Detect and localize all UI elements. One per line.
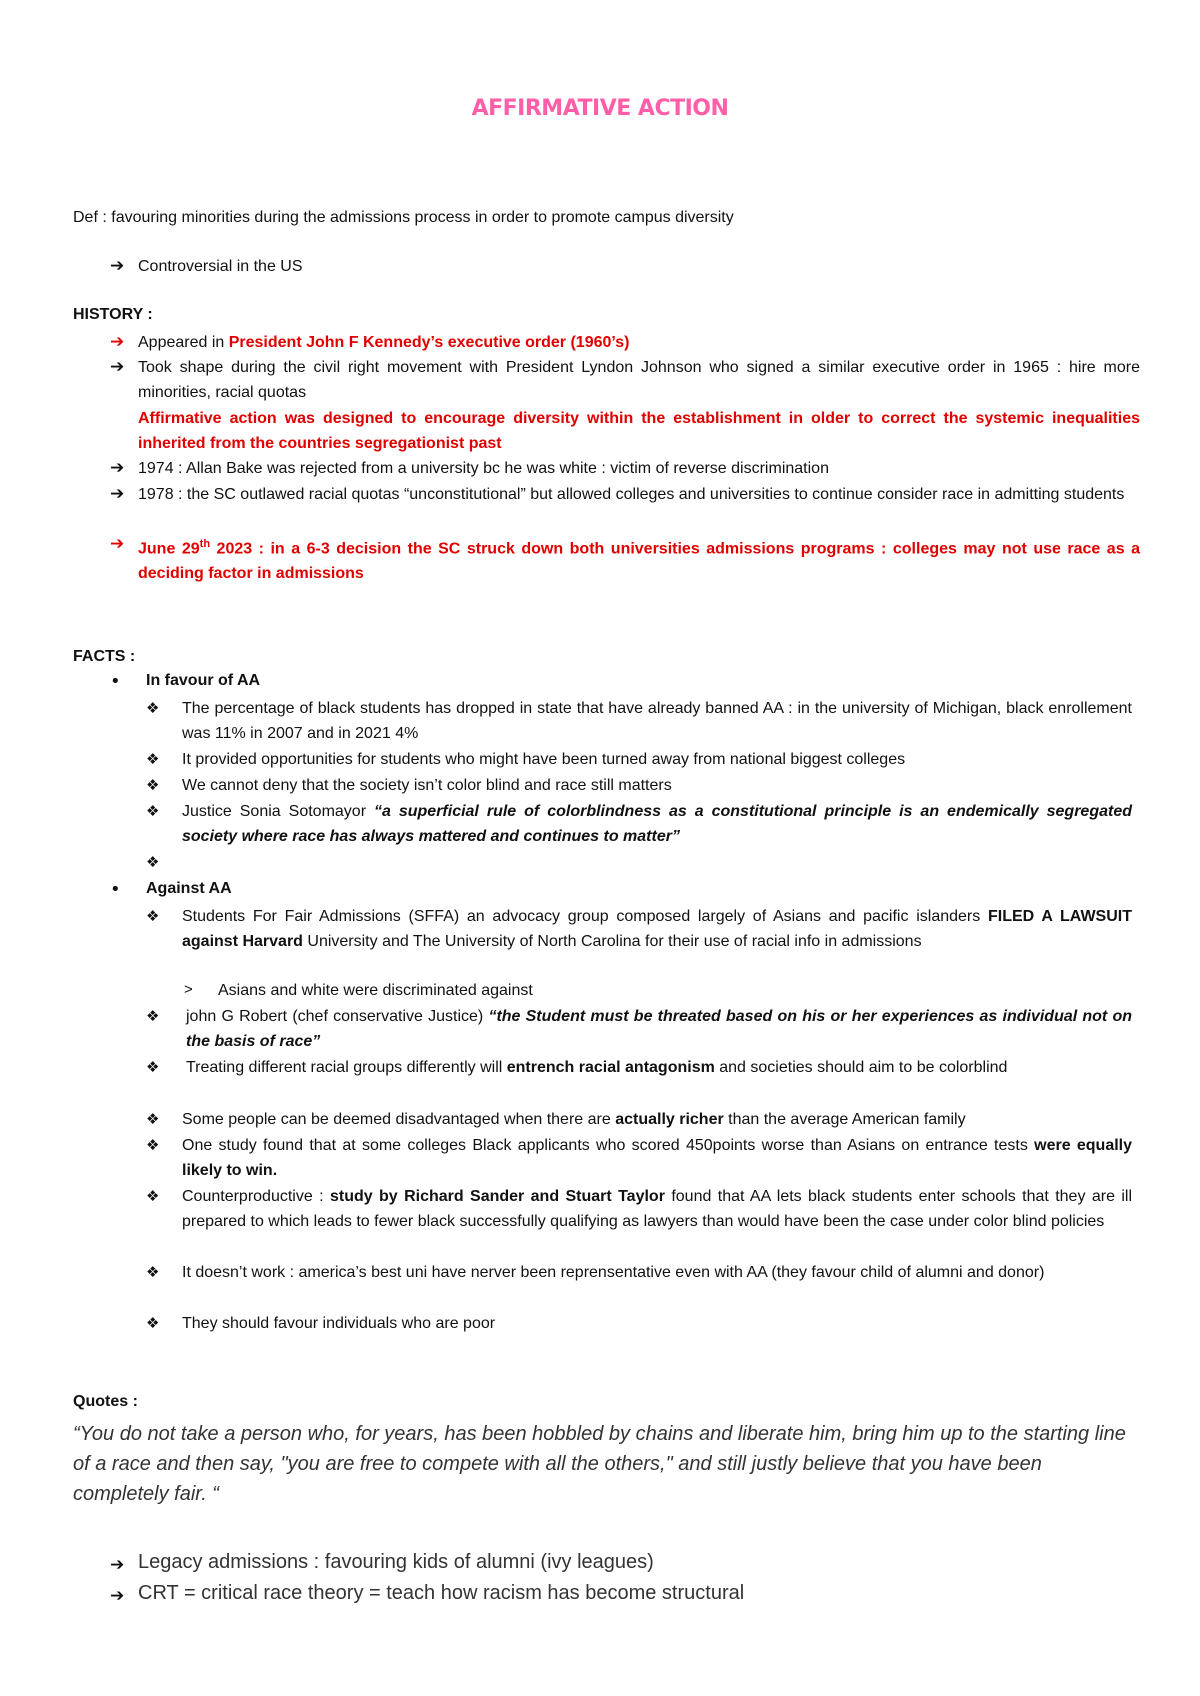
sotomayor-item bbox=[182, 799, 1132, 849]
favour-heading: In favour of AA bbox=[146, 672, 261, 689]
sffa-part-2: University and The University of North Carolina for their use of racial info in admissions bbox=[302, 933, 922, 950]
bullet-dot-icon: • bbox=[110, 671, 121, 692]
four-diamond-icon: ❖ bbox=[146, 1314, 160, 1332]
crt-text: CRT = critical race theory = teach how racism has become structural bbox=[138, 1582, 745, 1604]
right-arrow-icon: ➔ bbox=[110, 332, 125, 352]
counter-part-1: Counterproductive : bbox=[182, 1188, 330, 1205]
deemed-item bbox=[182, 1107, 1132, 1132]
study-bold: were equally likely to win. bbox=[182, 1137, 1133, 1179]
counter-bold: study by Richard Sander and Stuart Taylor bbox=[329, 1188, 665, 1205]
favour-item-3: We cannot deny that the society isn’t color blind and race still matters bbox=[182, 777, 672, 794]
bullet-dot-icon: • bbox=[110, 879, 121, 900]
main-quote: “You do not take a person who, for years, has been hobbled by chains and liberate him, bring him up to the starting line of a race and then say, "you are free to compete with all the others," and still justly believe that you have been completely fair. “ bbox=[73, 1423, 1126, 1505]
right-arrow-icon: ➔ bbox=[110, 484, 125, 504]
four-diamond-icon: ❖ bbox=[146, 802, 160, 820]
sotomayor-quote: “a superficial rule of colorblindness as a constitutional principle is an endemically segregated society where race has always mattered and continues to matter” bbox=[182, 803, 1132, 845]
four-diamond-icon: ❖ bbox=[146, 853, 160, 871]
against-heading: Against AA bbox=[146, 880, 232, 897]
treating-bold: entrench racial antagonism bbox=[506, 1059, 715, 1076]
study-item bbox=[182, 1133, 1132, 1183]
controversial-text: Controversial in the US bbox=[138, 258, 303, 275]
sotomayor-prefix: Justice Sonia Sotomayor bbox=[182, 803, 374, 820]
counter-item bbox=[182, 1184, 1132, 1234]
history-item-5-rest: 2023 : in a 6-3 decision the SC struck down both universities admissions programs : colleges may not use race as a deciding factor in admissions bbox=[138, 540, 1141, 583]
history-item-3-text: 1974 : Allan Bake was rejected from a university bc he was white : victim of reverse discrimination bbox=[138, 460, 829, 477]
treating-part-1: Treating different racial groups differently will bbox=[186, 1059, 507, 1076]
right-arrow-icon: ➔ bbox=[110, 534, 125, 554]
four-diamond-icon: ❖ bbox=[146, 1110, 160, 1128]
history-item-2-red: Affirmative action was designed to encourage diversity within the establishment in older to correct the systemic inequalities inherited from the countries segregationist past bbox=[138, 410, 1140, 452]
sffa-sub-item: Asians and white were discriminated against bbox=[218, 982, 533, 999]
four-diamond-icon: ❖ bbox=[146, 1187, 160, 1205]
roberts-quote: “the Student must be threated based on his or her experiences as individual not on the basis of race” bbox=[186, 1008, 1132, 1050]
kennedy-order-highlight: President John F Kennedy’s executive order (1960’s) bbox=[228, 334, 630, 351]
right-arrow-icon: ➔ bbox=[110, 458, 125, 478]
sffa-sub-marker: > bbox=[184, 981, 193, 998]
four-diamond-icon: ❖ bbox=[146, 1263, 160, 1281]
sffa-bold: FILED A LAWSUIT against Harvard bbox=[182, 908, 1132, 950]
roberts-prefix: john G Robert (chef conservative Justice) bbox=[186, 1008, 489, 1025]
deemed-bold: actually richer bbox=[615, 1111, 724, 1128]
four-diamond-icon: ❖ bbox=[146, 776, 160, 794]
four-diamond-icon: ❖ bbox=[146, 1007, 160, 1025]
quotes-heading: Quotes : bbox=[73, 1393, 138, 1410]
history-item-4-text: 1978 : the SC outlawed racial quotas “unconstitutional” but allowed colleges and universities to continue consider race in admitting students bbox=[138, 486, 1125, 503]
four-diamond-icon: ❖ bbox=[146, 1136, 160, 1154]
favour-item-2: It provided opportunities for students who might have been turned away from national biggest colleges bbox=[182, 751, 906, 768]
favour-item-1: The percentage of black students has dropped in state that have already banned AA : in the university of Michigan, black enrollement was 11% in 2007 and in 2021 4% bbox=[182, 700, 1132, 742]
history-item-2-text: Took shape during the civil right movement with President Lyndon Johnson who signed a similar executive order in 1965 : hire more minorities, racial quotas bbox=[138, 359, 1140, 401]
page-title: AFFIRMATIVE ACTION bbox=[471, 96, 729, 121]
deemed-part-2: than the average American family bbox=[723, 1111, 966, 1128]
definition-line bbox=[73, 206, 734, 230]
right-arrow-icon: ➔ bbox=[110, 1555, 125, 1575]
roberts-item bbox=[186, 1004, 1132, 1054]
sffa-part-1: Students For Fair Admissions (SFFA) an advocacy group composed largely of Asians and pacific islanders bbox=[182, 908, 988, 925]
history-heading: HISTORY : bbox=[73, 306, 153, 323]
treating-part-2: and societies should aim to be colorblind bbox=[714, 1059, 1008, 1076]
four-diamond-icon: ❖ bbox=[146, 750, 160, 768]
history-item-5-sup: th bbox=[199, 538, 211, 550]
right-arrow-icon: ➔ bbox=[110, 357, 125, 377]
doesnt-work-item: It doesn’t work : america’s best uni have nerver been reprensentative even with AA (they favour child of alumni and donor) bbox=[182, 1264, 1045, 1281]
definition-label: Def : bbox=[73, 209, 107, 226]
right-arrow-icon: ➔ bbox=[110, 256, 125, 276]
history-item-1-prefix: Appeared in bbox=[138, 334, 229, 351]
study-part-1: One study found that at some colleges Black applicants who scored 450points worse than Asians on entrance tests bbox=[182, 1137, 1035, 1154]
sffa-item bbox=[182, 904, 1132, 954]
right-arrow-icon: ➔ bbox=[110, 1586, 125, 1606]
four-diamond-icon: ❖ bbox=[146, 1058, 160, 1076]
facts-heading: FACTS : bbox=[73, 648, 136, 665]
counter-part-2: found that AA lets black students enter schools that they are ill prepared to which leads to fewer black successfully qualifying as lawyers than would have been the case under color blind policies bbox=[182, 1188, 1133, 1230]
poor-item: They should favour individuals who are poor bbox=[182, 1315, 496, 1332]
deemed-part-1: Some people can be deemed disadvantaged when there are bbox=[182, 1111, 616, 1128]
definition-text: favouring minorities during the admissions process in order to promote campus diversity bbox=[111, 209, 734, 226]
history-item-5-date: June 29 bbox=[138, 540, 200, 558]
legacy-text: Legacy admissions : favouring kids of alumni (ivy leagues) bbox=[138, 1551, 654, 1573]
four-diamond-icon: ❖ bbox=[146, 907, 160, 925]
treating-item bbox=[186, 1055, 1132, 1080]
four-diamond-icon: ❖ bbox=[146, 699, 160, 717]
